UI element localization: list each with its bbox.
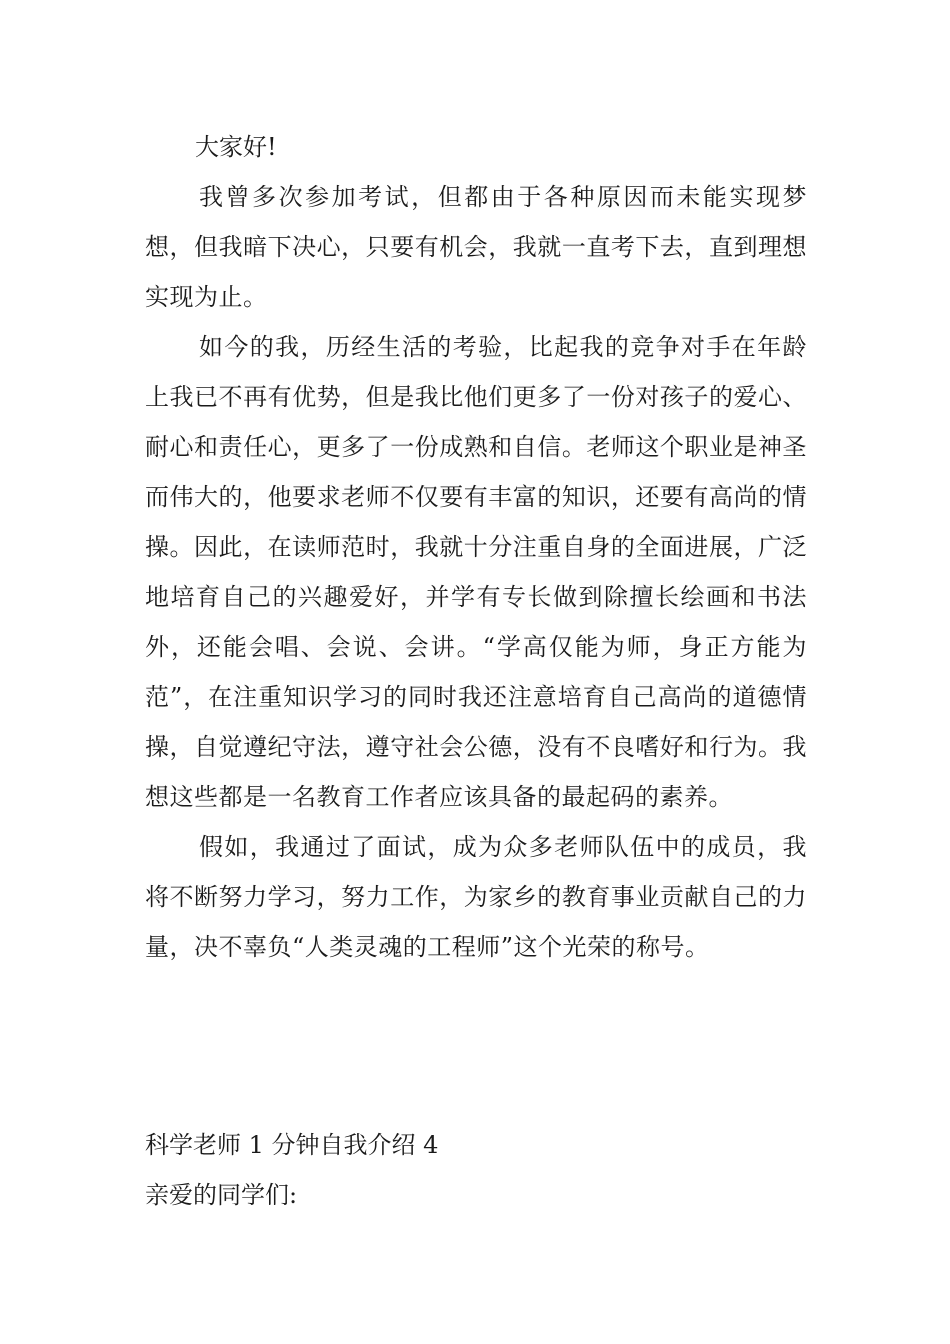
section-title: 科学老师 1 分钟自我介绍 4 bbox=[145, 1131, 439, 1159]
greeting: 大家好! bbox=[195, 133, 277, 161]
paragraph-2: 如今的我，历经生活的考验，比起我的竞争对手在年龄上我已不再有优势，但是我比他们更多了一份对孩子的爱心、耐心和责任心，更多了一份成熟和自信。老师这个职业是神圣而伟大的，他要求老师不仅要有丰富的知识，还要有高尚的情操。因此，在读师范时，我就十分注重自身的全面进展，广泛地培育自己的兴趣爱好，并学有专长做到除擅长绘画和书法外，还能会唱、会说、会讲。“学高仅能为师，身正方能为范”，在注重知识学习的同时我还注意培育自己高尚的道德情操，自觉遵纪守法，遵守社会公德，没有不良嗜好和行为。我想这些都是一名教育工作者应该具备的最起码的素养。 bbox=[145, 333, 807, 811]
paragraph-1: 我曾多次参加考试，但都由于各种原因而未能实现梦想，但我暗下决心，只要有机会，我就一直考下去，直到理想实现为止。 bbox=[145, 183, 807, 311]
paragraph-3: 假如，我通过了面试，成为众多老师队伍中的成员，我将不断努力学习，努力工作，为家乡的教育事业贡献自己的力量，决不辜负“人类灵魂的工程师”这个光荣的称号。 bbox=[145, 833, 807, 961]
document-body bbox=[145, 122, 807, 972]
next-section bbox=[145, 1120, 807, 1220]
salutation: 亲爱的同学们: bbox=[145, 1181, 298, 1209]
